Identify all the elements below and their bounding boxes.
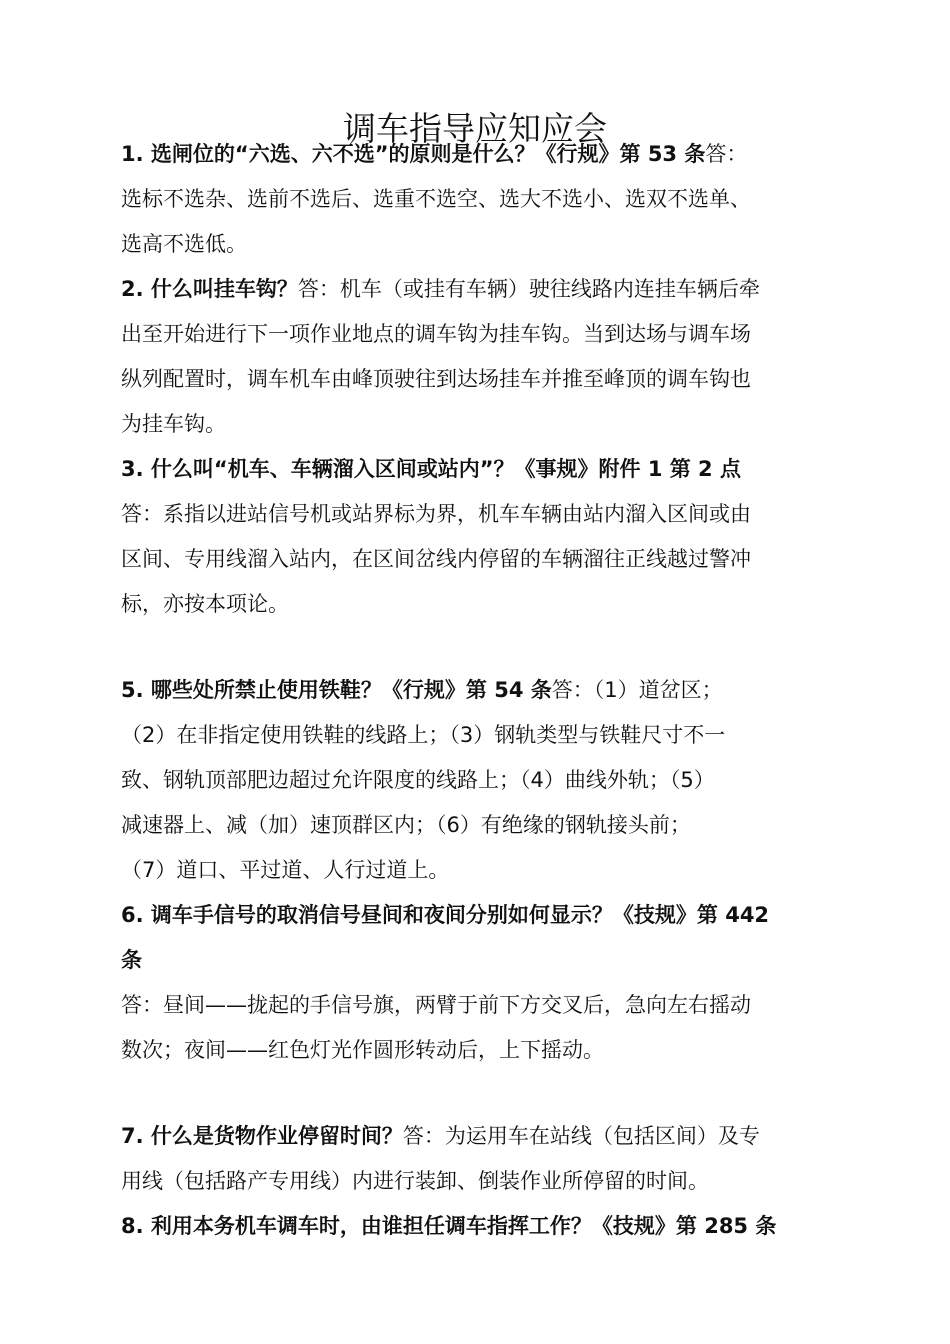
question-line: 8. 利用本务机车调车时，由谁担任调车指挥工作？《技规》第 285 条 bbox=[121, 1214, 777, 1238]
question-text: 1. 选闸位的“六选、六不选”的原则是什么？《行规》第 53 条 bbox=[121, 142, 706, 166]
question-line bbox=[121, 668, 837, 713]
qa-item-7 bbox=[121, 1114, 837, 1204]
answer-inline: 答：机车（或挂有车辆）驶往线路内连挂车辆后牵 bbox=[297, 277, 760, 301]
answer-inline: 答：为运用车在站线（包括区间）及专 bbox=[402, 1124, 760, 1148]
question-line: 6. 调车手信号的取消信号昼间和夜间分别如何显示？《技规》第 442 bbox=[121, 903, 770, 927]
answer-line: 减速器上、减（加）速顶群区内；（6）有绝缘的钢轨接头前； bbox=[121, 813, 691, 837]
answer-line: 选高不选低。 bbox=[121, 232, 247, 256]
question-text: 7. 什么是货物作业停留时间？ bbox=[121, 1124, 403, 1148]
qa-item-5 bbox=[121, 668, 837, 893]
answer-line: 致、钢轨顶部肥边超过允许限度的线路上；（4）曲线外轨；（5） bbox=[121, 768, 715, 792]
qa-item-3 bbox=[121, 447, 837, 627]
blank-gap bbox=[121, 627, 837, 668]
answer-line: 选标不选杂、选前不选后、选重不选空、选大不选小、选双不选单、 bbox=[121, 187, 751, 211]
answer-line: 答：昼间——拢起的手信号旗，两臂于前下方交叉后，急向左右摇动 bbox=[121, 993, 751, 1017]
answer-inline: 答： bbox=[705, 142, 748, 166]
question-line: 3. 什么叫“机车、车辆溜入区间或站内”？《事规》附件 1 第 2 点 bbox=[121, 457, 741, 481]
answer-line: 出至开始进行下一项作业地点的调车钩为挂车钩。当到达场与调车场 bbox=[121, 322, 751, 346]
document-body bbox=[121, 132, 837, 1249]
answer-line: 数次；夜间——红色灯光作圆形转动后，上下摇动。 bbox=[121, 1038, 604, 1062]
qa-item-1 bbox=[121, 132, 837, 267]
answer-line: 标，亦按本项论。 bbox=[121, 592, 289, 616]
qa-item-8 bbox=[121, 1204, 837, 1249]
document-title: 调车指导应知应会 bbox=[343, 109, 607, 149]
question-line bbox=[121, 1114, 837, 1159]
qa-item-6 bbox=[121, 893, 837, 1073]
question-line bbox=[121, 132, 837, 177]
answer-line: 答：系指以进站信号机或站界标为界，机车车辆由站内溜入区间或由 bbox=[121, 502, 751, 526]
answer-line: 区间、专用线溜入站内，在区间岔线内停留的车辆溜往正线越过警冲 bbox=[121, 547, 751, 571]
answer-line: （2）在非指定使用铁鞋的线路上；（3）钢轨类型与铁鞋尺寸不一 bbox=[121, 723, 726, 747]
answer-line: 纵列配置时，调车机车由峰顶驶往到达场挂车并推至峰顶的调车钩也 bbox=[121, 367, 751, 391]
question-line bbox=[121, 267, 837, 312]
answer-line: 用线（包括路产专用线）内进行装卸、倒装作业所停留的时间。 bbox=[121, 1169, 709, 1193]
question-text: 2. 什么叫挂车钩？ bbox=[121, 277, 298, 301]
question-line: 条 bbox=[121, 948, 142, 972]
answer-line: 为挂车钩。 bbox=[121, 412, 226, 436]
answer-inline: 答：（1）道岔区； bbox=[551, 678, 723, 702]
qa-item-2 bbox=[121, 267, 837, 447]
blank-gap bbox=[121, 1073, 837, 1114]
answer-line: （7）道口、平过道、人行过道上。 bbox=[121, 858, 450, 882]
question-text: 5. 哪些处所禁止使用铁鞋？《行规》第 54 条 bbox=[121, 678, 552, 702]
